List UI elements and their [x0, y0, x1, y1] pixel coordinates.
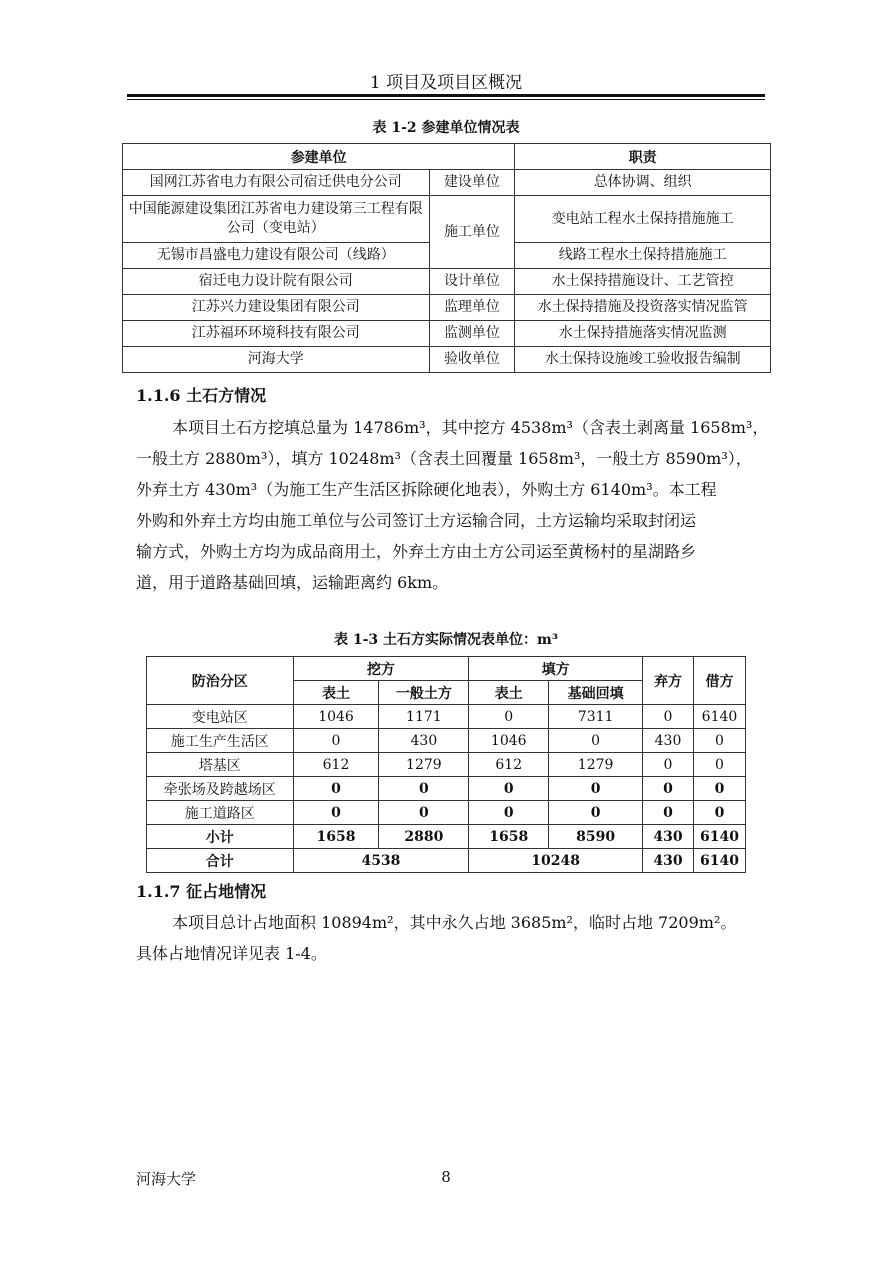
value-cell: 0	[293, 777, 379, 801]
header-fill: 填方	[469, 657, 643, 681]
value-cell: 0	[469, 777, 549, 801]
value-cell: 7311	[549, 705, 643, 729]
table-1-3	[146, 656, 746, 873]
section-heading-116: 1.1.6 土石方情况	[136, 386, 267, 405]
table-row	[147, 705, 746, 729]
zone-cell: 小计	[147, 825, 294, 849]
paragraph-line: 道，用于道路基础回填，运输距离约 6km。	[136, 573, 449, 592]
table-row	[123, 269, 771, 295]
value-cell: 0	[643, 777, 694, 801]
value-cell: 0	[549, 801, 643, 825]
role-cell: 监测单位	[429, 321, 515, 347]
header-fill-topsoil: 表土	[469, 681, 549, 705]
paragraph-line: 一般土方 2880m³），填方 10248m³（含表土回覆量 1658m³，一般土方 8590m³），	[136, 449, 752, 468]
section-117-paragraph	[136, 907, 776, 969]
paragraph-line: 本项目土石方挖填总量为 14786m³，其中挖方 4538m³（含表土剥离量 1658m³，	[172, 418, 769, 437]
duty-cell: 总体协调、组织	[515, 170, 771, 196]
value-cell: 0	[293, 801, 379, 825]
duty-cell: 线路工程水土保持措施施工	[515, 243, 771, 269]
header-cut-general: 一般土方	[379, 681, 469, 705]
value-cell: 430	[643, 825, 694, 849]
role-cell: 建设单位	[429, 170, 515, 196]
unit-cell: 江苏兴力建设集团有限公司	[123, 295, 430, 321]
value-cell: 1279	[549, 753, 643, 777]
unit-cell: 江苏福环环境科技有限公司	[123, 321, 430, 347]
value-cell: 1658	[469, 825, 549, 849]
value-cell: 612	[469, 753, 549, 777]
unit-cell: 宿迁电力设计院有限公司	[123, 269, 430, 295]
role-cell: 验收单位	[429, 347, 515, 373]
unit-cell: 无锡市昌盛电力建设有限公司（线路）	[123, 243, 430, 269]
paragraph-line: 外弃土方 430m³（为施工生产生活区拆除硬化地表），外购土方 6140m³。本工程	[136, 480, 717, 499]
header-unit: 参建单位	[123, 144, 515, 170]
duty-cell: 水土保持措施设计、工艺管控	[515, 269, 771, 295]
role-cell: 施工单位	[429, 196, 515, 269]
page-header-title: 1 项目及项目区概况	[369, 73, 523, 93]
value-cell: 0	[643, 705, 694, 729]
table-header-row	[123, 144, 771, 170]
total-borrow: 6140	[693, 849, 745, 873]
value-cell: 0	[379, 801, 469, 825]
header-rule-thick	[127, 94, 765, 97]
unit-cell: 河海大学	[123, 347, 430, 373]
table-row	[147, 801, 746, 825]
total-label: 合计	[147, 849, 294, 873]
total-row	[147, 849, 746, 873]
value-cell: 1171	[379, 705, 469, 729]
zone-cell: 塔基区	[147, 753, 294, 777]
duty-cell: 变电站工程水土保持措施施工	[515, 196, 771, 243]
role-cell: 设计单位	[429, 269, 515, 295]
table-row	[123, 347, 771, 373]
total-cut: 4538	[293, 849, 469, 873]
value-cell: 0	[549, 777, 643, 801]
table-row	[123, 196, 771, 243]
value-cell: 1046	[293, 705, 379, 729]
zone-cell: 施工道路区	[147, 801, 294, 825]
header-borrow: 借方	[693, 657, 745, 705]
table-row	[147, 777, 746, 801]
value-cell: 6140	[693, 825, 745, 849]
value-cell: 8590	[549, 825, 643, 849]
zone-cell: 施工生产生活区	[147, 729, 294, 753]
value-cell: 0	[379, 777, 469, 801]
zone-cell: 牵张场及跨越场区	[147, 777, 294, 801]
value-cell: 0	[643, 801, 694, 825]
footer-org: 河海大学	[136, 1170, 197, 1188]
section-116-paragraph	[136, 412, 776, 598]
role-cell: 监理单位	[429, 295, 515, 321]
value-cell: 1279	[379, 753, 469, 777]
value-cell: 612	[293, 753, 379, 777]
value-cell: 0	[293, 729, 379, 753]
header-duty: 职责	[515, 144, 771, 170]
header-cut: 挖方	[293, 657, 469, 681]
value-cell: 0	[693, 777, 745, 801]
paragraph-line: 输方式，外购土方均为成品商用土，外弃土方由土方公司运至黄杨村的星湖路乡	[136, 542, 697, 561]
total-waste: 430	[643, 849, 694, 873]
table-row	[123, 295, 771, 321]
subtotal-row	[147, 825, 746, 849]
section-heading-117: 1.1.7 征占地情况	[136, 882, 267, 901]
table-row	[147, 753, 746, 777]
header-waste: 弃方	[643, 657, 694, 705]
paragraph-line: 具体占地情况详见表 1-4。	[136, 944, 327, 963]
header-fill-base: 基础回填	[549, 681, 643, 705]
duty-cell: 水土保持设施竣工验收报告编制	[515, 347, 771, 373]
value-cell: 0	[549, 729, 643, 753]
header-cut-topsoil: 表土	[293, 681, 379, 705]
table-1-2-caption: 表 1-2 参建单位情况表	[372, 120, 520, 136]
total-fill: 10248	[469, 849, 643, 873]
value-cell: 1658	[293, 825, 379, 849]
value-cell: 0	[469, 801, 549, 825]
value-cell: 430	[379, 729, 469, 753]
value-cell: 0	[693, 753, 745, 777]
header-rule-thin	[127, 99, 765, 100]
zone-cell: 变电站区	[147, 705, 294, 729]
duty-cell: 水土保持措施落实情况监测	[515, 321, 771, 347]
table-1-3-caption: 表 1-3 土石方实际情况表单位：m³	[334, 632, 558, 648]
value-cell: 2880	[379, 825, 469, 849]
paragraph-line: 本项目总计占地面积 10894m²，其中永久占地 3685m²，临时占地 7209m²。	[172, 913, 737, 932]
table-row	[123, 321, 771, 347]
value-cell: 1046	[469, 729, 549, 753]
value-cell: 6140	[693, 705, 745, 729]
table-1-2	[122, 143, 771, 373]
value-cell: 0	[693, 801, 745, 825]
duty-cell: 水土保持措施及投资落实情况监管	[515, 295, 771, 321]
header-zone: 防治分区	[147, 657, 294, 705]
value-cell: 0	[693, 729, 745, 753]
value-cell: 0	[643, 753, 694, 777]
unit-cell: 中国能源建设集团江苏省电力建设第三工程有限公司（变电站）	[123, 196, 430, 243]
paragraph-line: 外购和外弃土方均由施工单位与公司签订土方运输合同，土方运输均采取封闭运	[136, 511, 697, 530]
page-number: 8	[441, 1168, 451, 1186]
value-cell: 0	[469, 705, 549, 729]
value-cell: 430	[643, 729, 694, 753]
table-row	[123, 170, 771, 196]
unit-cell: 国网江苏省电力有限公司宿迁供电分公司	[123, 170, 430, 196]
table-row	[147, 729, 746, 753]
